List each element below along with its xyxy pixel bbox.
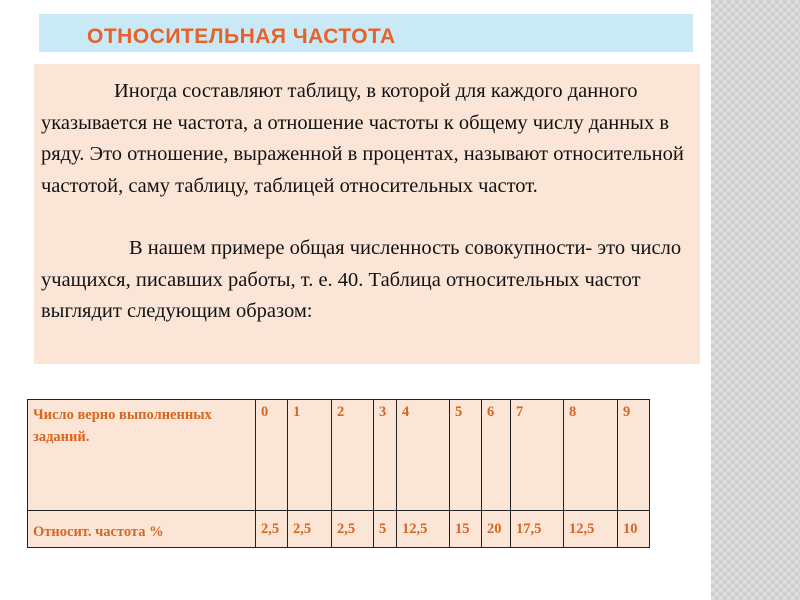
table-cell: 1 bbox=[288, 400, 332, 511]
text-box bbox=[34, 64, 700, 364]
table-cell: 5 bbox=[374, 511, 397, 548]
table-cell: 12,5 bbox=[564, 511, 618, 548]
table-cell: 8 bbox=[564, 400, 618, 511]
table-cell: 9 bbox=[618, 400, 650, 511]
slide-title: ОТНОСИТЕЛЬНАЯ ЧАСТОТА bbox=[87, 25, 396, 48]
table-cell: 2,5 bbox=[332, 511, 374, 548]
table-cell: 2,5 bbox=[288, 511, 332, 548]
paragraph-2: В нашем примере общая численность совокупности- это число учащихся, писавших работы, т. е. 40. Таблица относительных частот выглядит следующим образом: bbox=[41, 237, 682, 322]
table-row-frequencies bbox=[28, 511, 650, 548]
table-cell: 20 bbox=[482, 511, 511, 548]
table-cell: 6 bbox=[482, 400, 511, 511]
table-cell: 12,5 bbox=[397, 511, 450, 548]
row-header-values: Число верно выполненных заданий. bbox=[28, 400, 256, 511]
table-cell: 17,5 bbox=[511, 511, 564, 548]
table-row-values bbox=[28, 400, 650, 511]
table-cell: 15 bbox=[450, 511, 482, 548]
table-cell: 0 bbox=[256, 400, 288, 511]
table-cell: 2,5 bbox=[256, 511, 288, 548]
table-cell: 10 bbox=[618, 511, 650, 548]
relative-frequency-table bbox=[27, 399, 650, 548]
table-cell: 3 bbox=[374, 400, 397, 511]
table-cell: 5 bbox=[450, 400, 482, 511]
table-cell: 4 bbox=[397, 400, 450, 511]
title-bar bbox=[39, 14, 693, 52]
paragraph-1: Иногда составляют таблицу, в которой для каждого данного указывается не частота, а отношение частоты к общему числу данных в ряду. Это отношение, выраженной в процентах, называют относительной частотой, саму таблицу, таблицей относительных частот. bbox=[41, 80, 684, 197]
decorative-side-stripe bbox=[711, 0, 800, 600]
table-cell: 2 bbox=[332, 400, 374, 511]
table-cell: 7 bbox=[511, 400, 564, 511]
row-header-frequency: Относит. частота % bbox=[28, 511, 256, 548]
